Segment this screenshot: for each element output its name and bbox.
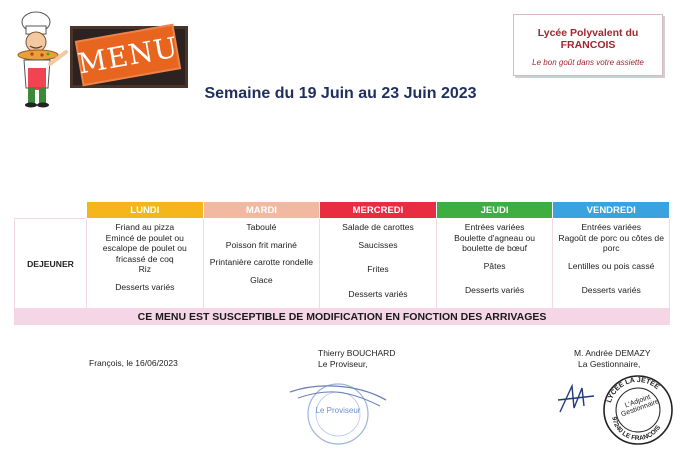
modification-notice: CE MENU EST SUSCEPTIBLE DE MODIFICATION EN FONCTION DES ARRIVAGES bbox=[14, 309, 670, 325]
dish: Desserts variés bbox=[581, 285, 641, 295]
dish: Glace bbox=[250, 274, 273, 285]
dish: Saucisses bbox=[358, 239, 398, 250]
mercredi-cell bbox=[320, 219, 437, 309]
day-header-jeudi: JEUDI bbox=[436, 202, 553, 219]
lundi-cell bbox=[87, 219, 204, 309]
dish: Desserts variés bbox=[348, 288, 408, 299]
dish: Friand au pizza bbox=[115, 222, 175, 232]
vendredi-cell bbox=[553, 219, 670, 309]
header-empty-cell bbox=[15, 202, 87, 219]
dish: Poisson frit mariné bbox=[225, 239, 297, 250]
dish: Desserts variés bbox=[115, 281, 175, 292]
dish: Emincé de poulet ou escalope de poulet ou fricassé de coq bbox=[102, 232, 187, 264]
school-slogan: Le bon goût dans votre assiette bbox=[532, 58, 644, 67]
dish: Pâtes bbox=[483, 260, 506, 271]
stamp-label: Le Proviseur bbox=[315, 406, 361, 415]
menu-table bbox=[14, 201, 670, 309]
lycee-stamp bbox=[600, 372, 676, 448]
dish: Frites bbox=[367, 264, 389, 274]
jeudi-cell bbox=[436, 219, 553, 309]
proviseur-name: Thierry BOUCHARD bbox=[318, 348, 396, 358]
proviseur-title: Le Proviseur, bbox=[318, 359, 368, 369]
mardi-cell bbox=[203, 219, 320, 309]
stamp-center-label: L'Adjoint Gestionnaire bbox=[620, 393, 661, 419]
dish: Boulette d'agneau ou boulette de bœuf bbox=[454, 232, 536, 253]
dish: Salade de carottes bbox=[342, 222, 414, 232]
date-line: François, le 16/06/2023 bbox=[89, 358, 178, 368]
school-name: Lycée Polyvalent du FRANCOIS bbox=[537, 27, 639, 51]
school-box bbox=[513, 14, 663, 76]
dish: Entrées variées bbox=[581, 222, 642, 232]
dish: Ragoût de porc ou côtes de porc bbox=[558, 232, 664, 253]
day-header-vendredi: VENDREDI bbox=[553, 202, 670, 219]
stamp-ring-bottom: 97240 LE FRANCOIS bbox=[610, 416, 663, 443]
row-label-dejeuner: DEJEUNER bbox=[15, 219, 87, 309]
dish: Riz bbox=[138, 264, 151, 274]
menu-sign-text: MENU bbox=[75, 29, 181, 81]
dish: Printanière carotte rondelle bbox=[209, 257, 313, 267]
dish: Taboulé bbox=[246, 222, 277, 232]
week-title: Semaine du 19 Juin au 23 Juin 2023 bbox=[204, 85, 477, 102]
dish: Lentilles ou pois cassé bbox=[567, 260, 655, 271]
stamp-ring-top: LYCEE LA JETEE bbox=[606, 376, 661, 404]
dish: Desserts variés bbox=[464, 285, 525, 295]
proviseur-stamp bbox=[288, 378, 388, 448]
dish: Entrées variées bbox=[464, 222, 525, 232]
signature-icon bbox=[556, 378, 596, 418]
gestionnaire-name: M. Andrée DEMAZY bbox=[574, 348, 651, 358]
day-header-mardi: MARDI bbox=[203, 202, 320, 219]
day-header-mercredi: MERCREDI bbox=[320, 202, 437, 219]
table-row bbox=[15, 219, 670, 309]
day-header-lundi: LUNDI bbox=[87, 202, 204, 219]
gestionnaire-title: La Gestionnaire, bbox=[578, 359, 641, 369]
table-header-row bbox=[15, 202, 670, 219]
